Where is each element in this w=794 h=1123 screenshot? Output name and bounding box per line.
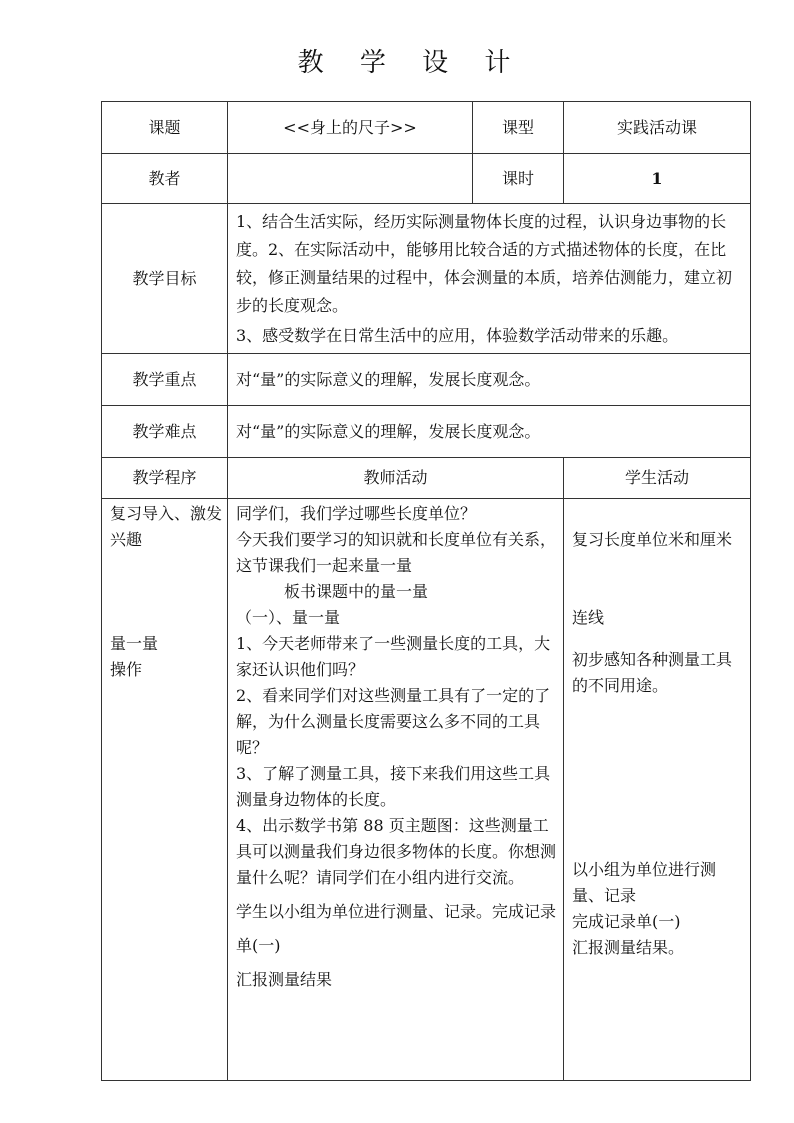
teacher-step-3: 板书课题中的量一量: [284, 582, 429, 601]
teacher-value: [228, 154, 473, 204]
student-step-6: 汇报测量结果。: [572, 938, 685, 957]
hours-label: 课时: [473, 154, 564, 204]
teacher-step-5: 1、今天老师带来了一些测量长度的工具，大家还认识他们吗？: [236, 634, 551, 679]
type-value: 实践活动课: [564, 102, 751, 154]
stage-cell: [102, 499, 228, 1081]
teacher-step-8: 4、出示数学书第 88 页主题图：这些测量工具可以测量我们身边很多物体的长度。你想测量什么呢？请同学们在小组内进行交流。: [236, 816, 557, 887]
difficulty-text: 对“量”的实际意义的理解，发展长度观念。: [228, 406, 751, 458]
stage-review: 复习导入、激发兴趣: [110, 504, 223, 549]
teacher-step-1: 同学们，我们学过哪些长度单位？: [236, 504, 477, 523]
student-step-3: 初步感知各种测量工具的不同用途。: [572, 650, 733, 695]
objectives-cell: [228, 204, 751, 354]
teacher-step-10: 汇报测量结果: [236, 970, 333, 989]
key-point-text: 对“量”的实际意义的理解，发展长度观念。: [228, 354, 751, 406]
teacher-step-2: 今天我们要学习的知识就和长度单位有关系，这节课我们一起来量一量: [236, 530, 557, 575]
stage-measure: 量一量: [110, 634, 159, 653]
process-col-stage: 教学程序: [102, 458, 228, 499]
process-header-row: [102, 458, 751, 499]
key-point-label: 教学重点: [102, 354, 228, 406]
objectives-text-2: 3、感受数学在日常生活中的应用，体验数学活动带来的乐趣。: [236, 325, 679, 345]
student-step-2: 连线: [572, 608, 605, 627]
teacher-step-4: （一）、量一量: [236, 608, 341, 627]
teacher-step-9: 学生以小组为单位进行测量、记录。完成记录单(一): [236, 902, 557, 955]
student-step-5: 完成记录单(一): [572, 912, 681, 931]
difficulty-label: 教学难点: [102, 406, 228, 458]
stage-operate: 操作: [110, 660, 143, 679]
type-label: 课型: [473, 102, 564, 154]
lesson-plan-table: [101, 101, 751, 1081]
teacher-activity-cell: [228, 499, 564, 1081]
difficulty-row: [102, 406, 751, 458]
teacher-step-7: 3、了解了测量工具，接下来我们用这些工具测量身边物体的长度。: [236, 764, 551, 809]
key-point-row: [102, 354, 751, 406]
student-activity-cell: [564, 499, 751, 1081]
hours-value: 1: [564, 154, 751, 204]
student-step-1: 复习长度单位米和厘米: [572, 530, 733, 549]
teacher-step-6: 2、看来同学们对这些测量工具有了一定的了解，为什么测量长度需要这么多不同的工具呢？: [236, 686, 551, 757]
teacher-row: [102, 154, 751, 204]
page-title: 教 学 设 计: [297, 48, 525, 78]
topic-row: [102, 102, 751, 154]
process-col-teacher: 教师活动: [228, 458, 564, 499]
process-col-student: 学生活动: [564, 458, 751, 499]
topic-value: <<身上的尺子>>: [228, 102, 473, 154]
objectives-text-1: 1、结合生活实际，经历实际测量物体长度的过程，认识身边事物的长度。2、在实际活动中，能够用比较合适的方式描述物体的长度，在比较，修正测量结果的过程中，体会测量的本质，培养估测能力，建立初步的长度观念。: [236, 211, 733, 315]
student-step-4: 以小组为单位进行测量、记录: [572, 860, 717, 905]
topic-label: 课题: [102, 102, 228, 154]
objectives-row: [102, 204, 751, 354]
process-body-row: [102, 499, 751, 1081]
teacher-label: 教者: [102, 154, 228, 204]
objectives-label: 教学目标: [102, 204, 228, 354]
